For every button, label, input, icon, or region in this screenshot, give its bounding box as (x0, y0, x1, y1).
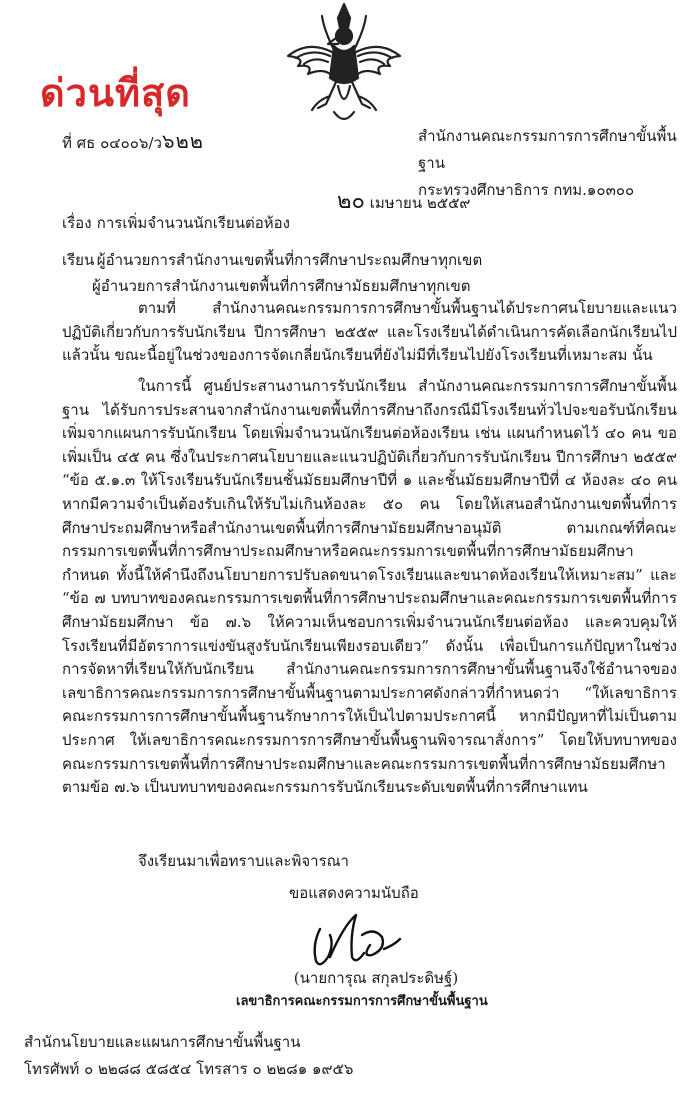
reference-prefix: ที่ ศธ ๐๔๐๐๖/ว (62, 134, 162, 152)
recipients-label: เรียน (62, 251, 95, 269)
body-paragraph-2: ในการนี้ ศูนย์ประสานงานการรับนักเรียน สำนักงานคณะกรรมการการศึกษาขั้นพื้นฐาน ได้รับการประสานจากสำนักงานเขตพื้นที่การศึกษาถึงกรณีมีโรงเรียนทั่วไปจะขอรับนักเรียนเพิ่มจากแผนการรับนักเรียน โดยเพิ่มจำนวนนักเรียนต่อห้องเรียน เช่น แผนกำหนดไว้ ๔๐ คน ขอเพิ่มเป็น ๔๕ คน ซึ่งในประกาศนโยบายและแนวปฏิบัติเกี่ยวกับการรับนักเรียน ปีการศึกษา ๒๕๕๙ “ข้อ ๕.๑.๓ ให้โรงเรียนรับนักเรียนชั้นมัธยมศึกษาปีที่ ๑ และชั้นมัธยมศึกษาปีที่ ๔ ห้องละ ๔๐ คน หากมีความจำเป็นต้องรับเกินให้รับไม่เกินห้องละ ๕๐ คน โดยให้เสนอสำนักงานเขตพื้นที่การศึกษาประถมศึกษาหรือสำนักงานเขตพื้นที่การศึกษามัธยมศึกษาอนุมัติ ตามเกณฑ์ที่คณะกรรมการเขตพื้นที่การศึกษาประถมศึกษาหรือคณะกรรมการเขตพื้นที่การศึกษามัธยมศึกษากำหนด ทั้งนี้ให้คำนึงถึงนโยบายการปรับลดขนาดโรงเรียนและขนาดห้องเรียนให้เหมาะสม” และ “ข้อ ๗ บทบาทของคณะกรรมการเขตพื้นที่การศึกษาประถมศึกษาและคณะกรรมการเขตพื้นที่การศึกษามัธยมศึกษา ข้อ ๗.๖ ให้ความเห็นชอบการเพิ่มจำนวนนักเรียนต่อห้อง และควบคุมให้โรงเรียนที่มีอัตราการแข่งขันสูงรับนักเรียนเพียงรอบเดียว” ดังนั้น เพื่อเป็นการแก้ปัญหาในช่วงการจัดหาที่เรียนให้กับนักเรียน สำนักงานคณะกรรมการการศึกษาขั้นพื้นฐานจึงใช้อำนาจของเลขาธิการคณะกรรมการการศึกษาขั้นพื้นฐานตามประกาศดังกล่าวที่กำหนดว่า “ให้เลขาธิการคณะกรรมการการศึกษาขั้นพื้นฐานรักษาการให้เป็นไปตามประกาศนี้ หากมีปัญหาที่ไม่เป็นตามประกาศ ให้เลขาธิการคณะกรรมการการศึกษาขั้นพื้นฐานพิจารณาสั่งการ” โดยให้บทบาทของคณะกรรมการเขตพื้นที่การศึกษาประถมศึกษาและคณะกรรมการเขตพื้นที่การศึกษามัธยมศึกษา ตามข้อ ๗.๖ เป็นบทบาทของคณะกรรมการรับนักเรียนระดับเขตพื้นที่การศึกษาแทน (62, 377, 677, 797)
signer-name: (นายการุณ สกุลประดิษฐ์) (293, 969, 459, 987)
recipient-line-2: ผู้อำนวยการสำนักงานเขตพื้นที่การศึกษามัธยมศึกษาทุกเขต (92, 277, 471, 295)
closing-request: จึงเรียนมาเพื่อทราบและพิจารณา (138, 852, 349, 870)
agency-address: กระทรวงศึกษาธิการ กทม.๑๐๓๐๐ (418, 181, 635, 199)
reference-number (62, 125, 204, 157)
signature-icon (300, 905, 410, 975)
footer-office: สำนักนโยบายและแผนการศึกษาขั้นพื้นฐาน (24, 1033, 301, 1051)
signer-title: เลขาธิการคณะกรรมการการศึกษาขั้นพื้นฐาน (236, 994, 488, 1009)
body-paragraph-1: ตามที่ สำนักงานคณะกรรมการการศึกษาขั้นพื้นฐานได้ประกาศนโยบายและแนวปฏิบัติเกี่ยวกับการรับนักเรียน ปีการศึกษา ๒๕๕๙ และโรงเรียนได้ดำเนินการคัดเลือกนักเรียนไปแล้วนั้น ขณะนี้อยู่ในช่วงของการจัดเกลี่ยนักเรียนที่ยังไม่มีที่เรียนไปยังโรงเรียนที่เหมาะสม นั้น (62, 299, 677, 365)
date-month-year: เมษายน ๒๕๕๙ (364, 194, 471, 212)
recipients-block (62, 247, 482, 299)
agency-name: สำนักงานคณะกรรมการการศึกษาขั้นพื้นฐาน (418, 127, 677, 172)
subject-line (62, 211, 290, 235)
garuda-emblem-icon (278, 0, 410, 135)
recipient-line-1: ผู้อำนวยการสำนักงานเขตพื้นที่การศึกษาประถมศึกษาทุกเขต (96, 251, 483, 269)
subject-text: การเพิ่มจำนวนนักเรียนต่อห้อง (96, 214, 290, 232)
reference-handwritten-number: ๖๒๒ (161, 129, 204, 153)
footer-phone: โทรศัพท์ ๐ ๒๒๘๘ ๕๘๕๔ โทรสาร ๐ ๒๒๘๑ ๑๙๕๖ (24, 1060, 354, 1078)
subject-label: เรื่อง (62, 214, 92, 232)
urgent-stamp: ด่วนที่สุด (40, 71, 191, 115)
date-day-handwritten: ๒๐ (337, 189, 365, 214)
letter-date (337, 183, 470, 218)
closing-regards: ขอแสดงความนับถือ (289, 884, 419, 902)
